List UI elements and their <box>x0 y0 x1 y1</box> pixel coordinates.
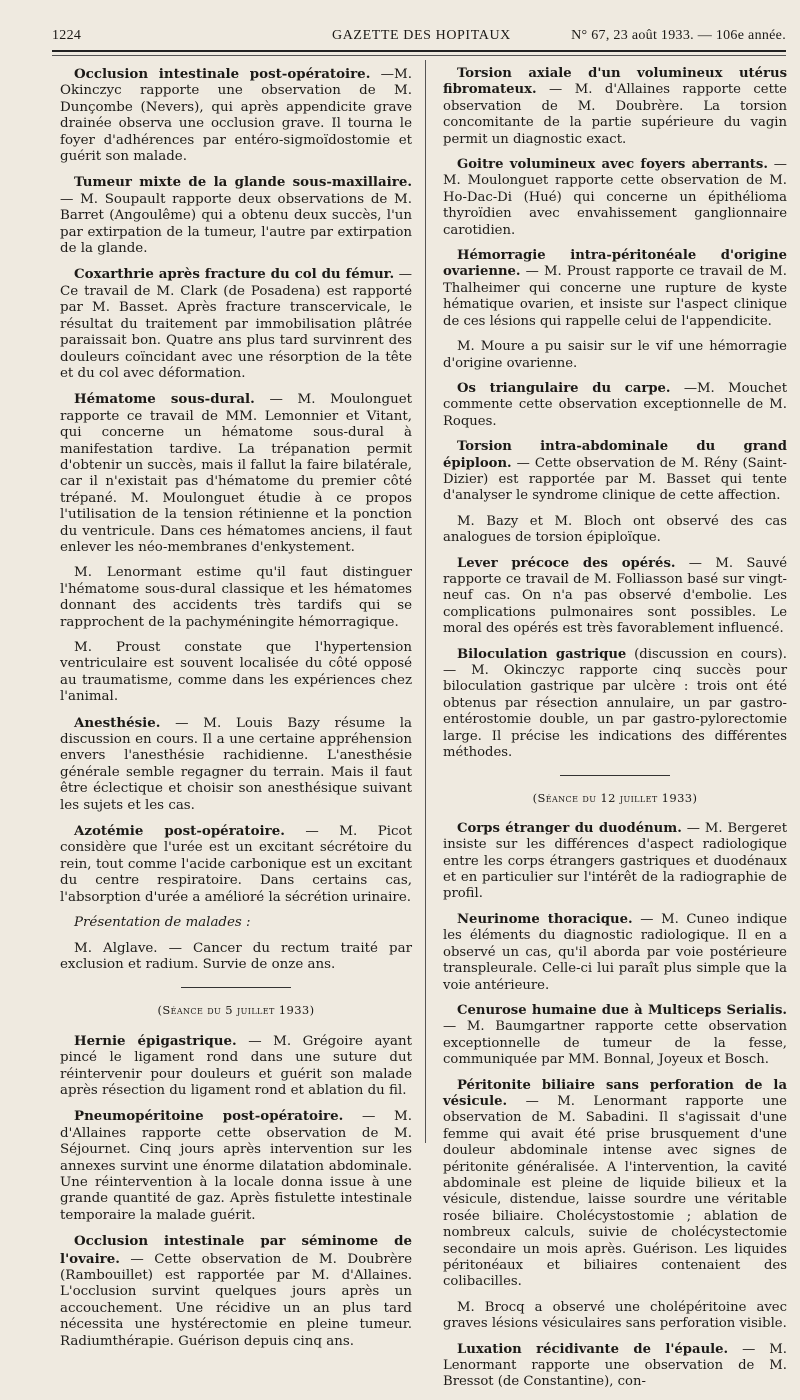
article-body: — M. Picot considère que l'urée est un excitant sécrétoire du rein, tout comme l'acide carbonique est un excitant du centre respiratoire. Dans certains cas, l'absorption d'urée a amélioré la sécrétion urinaire. <box>60 824 412 905</box>
article-title: Pneumopéritoine post-opératoire. <box>74 1108 344 1125</box>
header-rule <box>52 50 786 52</box>
article-paragraph <box>60 823 412 906</box>
article-paragraph <box>443 1342 787 1391</box>
article-body: — M. Moulonguet rapporte ce travail de MM. Lemonnier et Vitant, qui concerne un hématome sous-dural à manifestation tardive. La trépanation permit d'obtenir un succès, mais il fallut la faire bilatérale, car il n'existait pas d'hématome du premier côté trépané. M. Moulonguet étudie à ce propos l'utilisation de la tension rétinienne et la ponction du ventricule. Dans ces hématomes anciens, il faut enlever les néo-membranes d'enkystement. <box>60 392 412 555</box>
article-paragraph <box>443 157 787 239</box>
article-title: Azotémie post-opératoire. <box>74 823 285 840</box>
seance-heading: (Séance du 5 juillet 1933) <box>157 1003 315 1018</box>
article-title: Anesthésie. <box>74 714 161 731</box>
seance-heading: (Séance du 12 juillet 1933) <box>532 791 698 806</box>
article-title: Tumeur mixte de la glande sous-maxillaire. <box>74 174 412 191</box>
section-rule <box>560 775 670 776</box>
article-title: Goitre volumineux avec foyers aberrants. <box>457 157 768 173</box>
article-body: — M. Moulonguet rapporte cette observation de M. Ho-Dac-Di (Hué) qui concerne un épithélioma thyroïdien avec envahissement ganglionnaire carotidien. <box>443 157 787 238</box>
article-title: Corps étranger du duodénum. <box>457 820 682 836</box>
article-title: Neurinome thoracique. <box>457 911 633 927</box>
article-paragraph <box>60 266 412 382</box>
article-paragraph <box>60 1233 412 1350</box>
article-paragraph <box>443 66 787 148</box>
article-paragraph <box>443 381 787 430</box>
article-title: Cenurose humaine due à Multiceps Serialis. <box>457 1002 787 1018</box>
article-body: M. Alglave. — Cancer du rectum traité par exclusion et radium. Survie de onze ans. <box>60 940 412 972</box>
article-body: — M. Sauvé rapporte ce travail de M. Folliasson basé sur vingt-neuf cas. On n'a pas observé d'embolie. Les complications pulmonaires sont possibles. Le moral des opérés est très favorablement influencé. <box>443 555 787 637</box>
article-title: Hémorragie intra-péritonéale d'origine ovarienne. <box>443 248 787 280</box>
article-title: Coxarthrie après fracture du col du fémur. <box>74 266 395 283</box>
article-paragraph <box>60 1108 412 1224</box>
article-body: M. Moure a pu saisir sur le vif une hémorragie d'origine ovarienne. <box>443 339 787 371</box>
page-number: 1224 <box>52 28 82 43</box>
article-body: — M. Louis Bazy résume la discussion en cours. Il a une certaine appréhension envers l'anesthésie rachidienne. L'anesthésie générale semble regagner du terrain. Mais il faut être éclectique et choisir son anesthésique suivant les sujets et les cas. <box>60 715 412 813</box>
right-column <box>443 66 787 1400</box>
article-paragraph <box>443 1078 787 1291</box>
journal-title: GAZETTE DES HOPITAUX <box>332 28 511 43</box>
article-paragraph <box>443 248 787 330</box>
page-header <box>52 22 786 46</box>
column-separator <box>425 60 426 1143</box>
article-title: Torsion axiale d'un volumineux utérus fibromateux. <box>443 66 787 98</box>
section-rule <box>181 987 291 988</box>
article-body: (discussion en cours). — M. Okinczyc rapporte cinq succès pour biloculation gastrique par ulcère : trois ont été obtenus par résection annulaire, un par gastro-entérostomie double, un par gastro-pylorectomie large. Il précise les indications des différentes méthodes. <box>443 646 787 761</box>
article-title: Luxation récidivante de l'épaule. <box>457 1341 729 1357</box>
article-title: Hernie épigastrique. <box>74 1032 237 1049</box>
article-paragraph <box>443 339 787 372</box>
article-paragraph <box>443 439 787 505</box>
left-column <box>60 66 412 1359</box>
article-paragraph <box>443 1300 787 1333</box>
article-body: — M. Cuneo indique les éléments du diagnostic radiologique. Il en a observé un cas, qu'il aborda par voie postérieure transpleurale. Celle-ci lui paraît plus simple que la voie antérieure. <box>443 911 787 993</box>
article-body: M. Proust constate que l'hypertension ventriculaire est souvent localisée du côté opposé au traumatisme, comme dans les expériences chez l'animal. <box>60 640 412 705</box>
article-body: — M. Grégoire ayant pincé le ligament rond dans une suture dut réintervenir pour douleurs et guérit son malade après résection du ligament rond et ablation du fil. <box>60 1033 412 1098</box>
article-title: Lever précoce des opérés. <box>457 555 676 571</box>
article-title: Hématome sous-dural. <box>74 391 255 408</box>
article-body: —M. Mouchet commente cette observation exceptionnelle de M. Roques. <box>443 380 787 429</box>
article-body: — M. Soupault rapporte deux observations de M. Barret (Angoulême) qui a obtenu deux succès, l'un par extirpation de la tumeur, l'autre par extirpation de la glande. <box>60 191 412 257</box>
article-body: — M. Bergeret insiste sur les différences d'aspect radiologique entre les corps étrangers gastriques et duodénaux et en particulier sur l'intérêt de la radiographie de profil. <box>443 820 787 902</box>
header-rule-thin <box>52 55 786 56</box>
article-paragraph <box>60 66 412 165</box>
article-title: Torsion intra-abdominale du grand épiploon. <box>443 439 787 471</box>
article-title: Péritonite biliaire sans perforation de la vésicule. <box>443 1077 787 1109</box>
article-paragraph <box>60 915 412 931</box>
article-body: M. Brocq a observé une cholépéritoine avec graves lésions vésiculaires sans perforation visible. <box>443 1299 787 1332</box>
article-title: Occlusion intestinale par séminome de l'ovaire. <box>60 1233 412 1267</box>
article-title: Biloculation gastrique <box>457 646 627 662</box>
article-title: Os triangulaire du carpe. <box>457 380 671 396</box>
article-title: Occlusion intestinale post-opératoire. <box>74 66 371 82</box>
article-paragraph <box>443 514 787 547</box>
article-paragraph <box>443 821 787 903</box>
article-body: M. Bazy et M. Bloch ont observé des cas analogues de torsion épiploïque. <box>443 513 787 546</box>
article-body: — M. Proust rapporte ce travail de M. Thalheimer qui concerne une rupture de kyste hématique ovarien, et insiste sur l'aspect clinique de ces lésions qui rappelle celui de l'appendicite. <box>443 264 787 329</box>
article-body: — Cette observation de M. Doubrère (Rambouillet) est rapportée par M. d'Allaines. L'occlusion survint quelques jours après un accouchement. Une récidive un an plus tard nécessita une hystérectomie en pleine tumeur. Radiumthérapie. Guérison depuis cinq ans. <box>60 1251 412 1349</box>
article-paragraph <box>443 912 787 994</box>
article-paragraph <box>443 647 787 762</box>
article-body: —M. Okinczyc rapporte une observation de M. Dunçombe (Nevers), qui après appendicite grave drainée observa une occlusion grave. Il tourna le foyer d'adhérences par entéro-sigmoïdostomie et guérit son malade. <box>60 67 412 165</box>
article-body: Présentation de malades : <box>74 915 251 931</box>
article-body: — M. d'Allaines rapporte cette observation de M. Doubrère. La torsion concomitante de la partie supérieure du vagin permit un diagnostic exact. <box>443 82 787 147</box>
article-body: — M. Lenormant rapporte une observation de M. Bressot (de Constantine), con- <box>443 1341 787 1390</box>
article-paragraph <box>60 174 412 257</box>
article-body: — M. Lenormant rapporte une observation de M. Sabadini. Il s'agissait d'une femme qui avait été prise brusquement d'une douleur abdominale intense avec signes de péritonite généralisée. A l'intervention, la cavité abdominale est pleine de liquide bilieux et la vésicule, distendue, laisse sourdre une véritable rosée biliaire. Cholécystostomie ; ablation de nombreux calculs, suivie de cholécystectomie secondaire un mois après. Guérison. Les liquides péritonéaux et biliaires contenaient des colibacilles. <box>443 1093 787 1290</box>
article-body: — M. Baumgartner rapporte cette observation exceptionnelle de tumeur de la fesse, communiquée par MM. Bonnal, Joyeux et Bosch. <box>443 1019 787 1068</box>
article-body: — Ce travail de M. Clark (de Posadena) est rapporté par M. Basset. Après fracture transcervicale, le résultat du traitement par immobilisation plâtrée paraissait bon. Quatre ans plus tard survinrent des douleurs coïncidant avec une résorption de la tête et du col avec déformation. <box>60 267 412 381</box>
article-body: M. Lenormant estime qu'il faut distinguer l'hématome sous-dural classique et les hématomes donnant des accidents très tardifs qui se rapprochent de la pachyméningite hémorragique. <box>60 565 412 630</box>
article-paragraph <box>60 391 412 556</box>
article-paragraph <box>60 565 412 631</box>
article-paragraph <box>60 715 412 814</box>
article-paragraph <box>60 640 412 706</box>
article-body: — M. d'Allaines rapporte cette observation de M. Séjournet. Cinq jours après intervention sur les annexes survint une énorme dilatation abdominale. Une réintervention à la locale donna issue à une grande quantité de gaz. Après fistulette intestinale temporaire la malade guérit. <box>60 1109 413 1223</box>
article-paragraph <box>443 1003 787 1069</box>
article-paragraph <box>443 556 787 638</box>
article-paragraph <box>60 941 412 974</box>
article-paragraph <box>60 1033 412 1100</box>
issue-info: N° 67, 23 août 1933. — 106e année. <box>571 28 786 43</box>
article-body: — Cette observation de M. Rény (Saint-Dizier) est rapportée par M. Basset qui tente d'analyser le syndrome clinique de cette affection. <box>443 455 787 504</box>
